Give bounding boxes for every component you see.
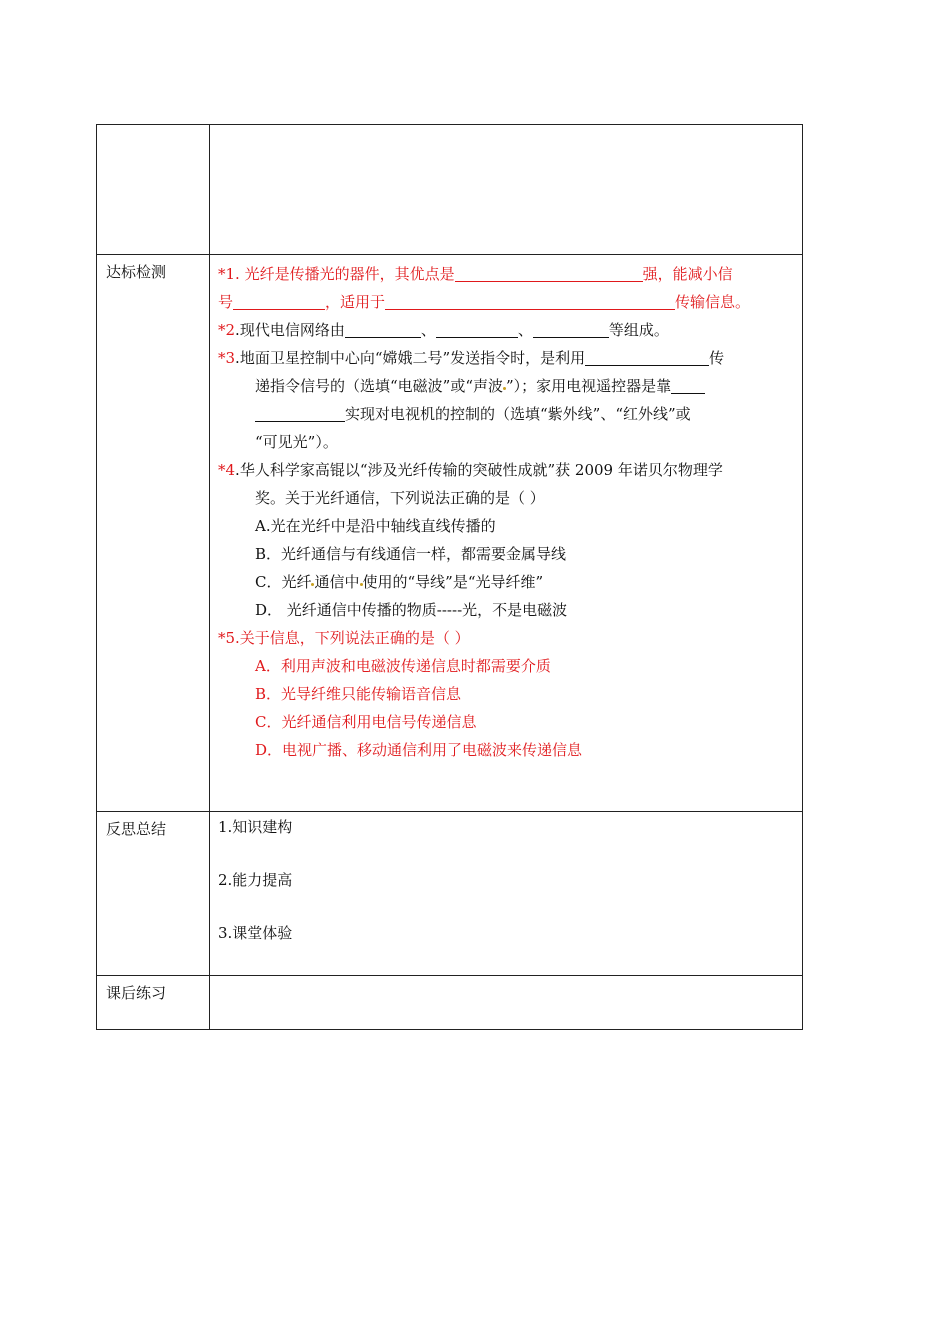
- table-row-reflection: [97, 811, 802, 975]
- q2-star: *2: [218, 321, 236, 339]
- top-label-cell: [97, 125, 210, 254]
- q5-option-c-text: C．光纤通信利用电信号传递信息: [255, 713, 477, 731]
- q5-option-d-text: D．电视广播、移动通信利用了电磁波来传递信息: [255, 741, 583, 759]
- q3-text-e: 实现对电视机的控制的（选填“紫外线”、“红外线”或: [345, 405, 691, 423]
- q5-option-c: [218, 708, 794, 736]
- table-row-top: [97, 125, 802, 254]
- q5-option-d: [218, 736, 794, 764]
- q2-text-end: 等组成。: [608, 321, 669, 339]
- assessment-content: [210, 255, 802, 811]
- top-content-cell: [210, 125, 802, 254]
- q4-option-a-text: A.光在光纤中是沿中轴线直线传播的: [255, 517, 496, 535]
- q4-option-d-text: D． 光纤通信中传播的物质-----光，不是电磁波: [255, 601, 568, 619]
- summary-item-3: 3.课堂体验: [218, 924, 293, 942]
- q4-option-c-text-2: 通信中: [314, 573, 360, 591]
- q3-text-a: .地面卫星控制中心向“嫦娥二号”发送指令时，是利用: [235, 349, 586, 367]
- q2-sep-2: 、: [517, 321, 533, 339]
- question-3-line-4: [218, 428, 794, 456]
- q3-text-f: “可见光”）。: [255, 433, 338, 451]
- q2-blank-2[interactable]: [436, 319, 518, 338]
- summary-item-2: 2.能力提高: [218, 871, 293, 889]
- q5-option-a-text: A．利用声波和电磁波传递信息时都需要介质: [255, 657, 551, 675]
- q3-blank-2a[interactable]: [671, 375, 705, 394]
- q3-star: *3: [218, 349, 236, 367]
- q4-option-c: [218, 568, 794, 596]
- q3-blank-1[interactable]: [585, 347, 709, 366]
- q2-sep-1: 、: [420, 321, 436, 339]
- q4-option-b-text: B．光纤通信与有线通信一样，都需要金属导线: [255, 545, 567, 563]
- q4-text-b: 奖。关于光纤通信，下列说法正确的是（ ）: [255, 489, 545, 507]
- question-3-line-3: [218, 400, 794, 428]
- question-4-line-1: [218, 456, 794, 484]
- q1-blank-1[interactable]: [455, 263, 643, 282]
- homework-label: 课后练习: [97, 976, 210, 1029]
- q4-option-a: [218, 512, 794, 540]
- reflection-content: [210, 812, 802, 975]
- q5-option-b-text: B．光导纤维只能传输语音信息: [255, 685, 462, 703]
- q1-text-a: *1. 光纤是传播光的器件，其优点是: [218, 265, 455, 283]
- q3-blank-2b[interactable]: [255, 403, 345, 422]
- q5-option-a: [218, 652, 794, 680]
- q4-text-a: .华人科学家高锟以“涉及光纤传输的突破性成就”获 2009 年诺贝尔物理学: [235, 461, 723, 479]
- reflection-label: 反思总结: [97, 812, 210, 975]
- question-3-line-2: [218, 372, 794, 400]
- summary-item-1: 1.知识建构: [218, 818, 293, 836]
- q2-blank-1[interactable]: [345, 319, 421, 338]
- q3-text-d: ”）；家用电视遥控器是靠: [506, 377, 672, 395]
- q2-text-a: .现代电信网络由: [235, 321, 345, 339]
- question-2: [218, 316, 794, 344]
- q1-text-e: 传输信息。: [675, 293, 751, 311]
- q1-text-d: ，适用于: [325, 293, 386, 311]
- table-row-assessment: [97, 254, 802, 811]
- q4-option-d: [218, 596, 794, 624]
- question-1-line-2: [218, 288, 794, 316]
- assessment-label: 达标检测: [97, 255, 210, 811]
- question-5: [218, 624, 794, 652]
- q3-text-b: 传: [709, 349, 725, 367]
- q5-stem: *5.关于信息，下列说法正确的是（ ）: [218, 629, 470, 647]
- question-3-line-1: [218, 344, 794, 372]
- mark-dot: [503, 387, 506, 390]
- question-1-line-1: [218, 260, 794, 288]
- q2-blank-3[interactable]: [533, 319, 609, 338]
- q1-text-b: 强，能减小信: [642, 265, 733, 283]
- q1-blank-2[interactable]: [233, 291, 325, 310]
- q1-blank-3[interactable]: [385, 291, 675, 310]
- question-4-line-2: [218, 484, 794, 512]
- table-row-homework: [97, 975, 802, 1029]
- q1-text-c: 号: [218, 293, 234, 311]
- worksheet-table: [96, 124, 803, 1030]
- q3-text-c: 递指令信号的（选填“电磁波”或“声波: [255, 377, 504, 395]
- q4-option-c-text-3: 使用的“导线”是“光导纤维”: [362, 573, 544, 591]
- mark-dot: [360, 583, 363, 586]
- q4-star: *4: [218, 461, 236, 479]
- homework-content: [210, 976, 802, 1029]
- q4-option-b: [218, 540, 794, 568]
- q4-option-c-text-1: C．光纤: [255, 573, 312, 591]
- q5-option-b: [218, 680, 794, 708]
